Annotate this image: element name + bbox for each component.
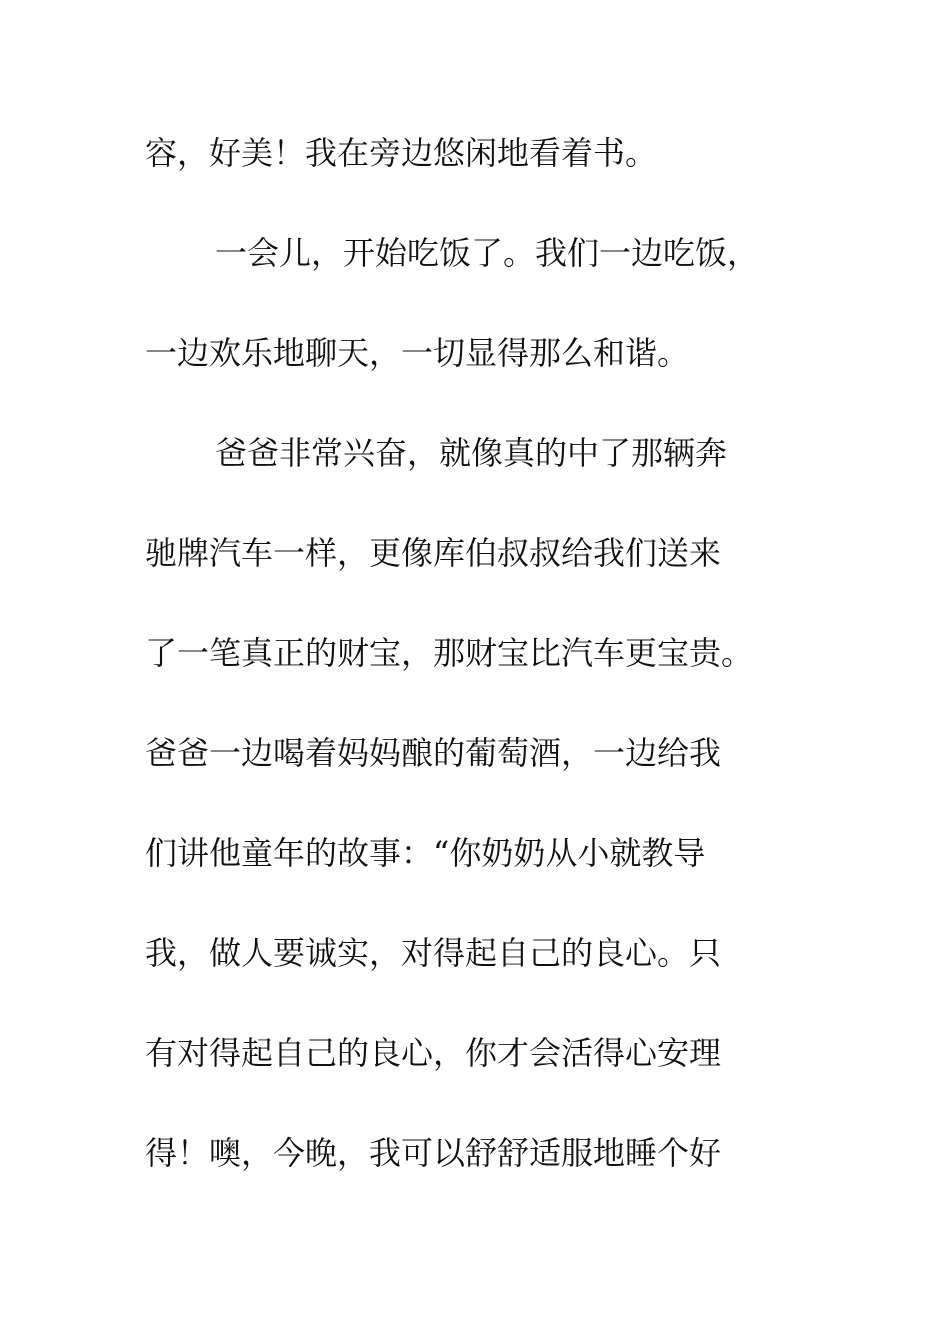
- text-line: 一边欢乐地聊天，一切显得那么和谐。: [145, 334, 690, 372]
- paragraph-start-line: 爸爸非常兴奋，就像真的中了那辆奔: [215, 434, 728, 472]
- text-line: 驰牌汽车一样，更像库伯叔叔给我们送来: [145, 534, 722, 572]
- text-line: 了一笔真正的财宝，那财宝比汽车更宝贵。: [145, 634, 754, 672]
- text-line: 容，好美！我在旁边悠闲地看着书。: [145, 134, 658, 172]
- text-line: 有对得起自己的良心，你才会活得心安理: [145, 1034, 722, 1072]
- text-line: 们讲他童年的故事：“你奶奶从小就教导: [145, 834, 706, 872]
- paragraph-start-line: 一会儿，开始吃饭了。我们一边吃饭，: [215, 234, 760, 272]
- text-line: 得！噢，今晚，我可以舒舒适服地睡个好: [145, 1134, 722, 1172]
- text-line: 我，做人要诚实，对得起自己的良心。只: [145, 934, 722, 972]
- text-line: 爸爸一边喝着妈妈酿的葡萄酒，一边给我: [145, 734, 722, 772]
